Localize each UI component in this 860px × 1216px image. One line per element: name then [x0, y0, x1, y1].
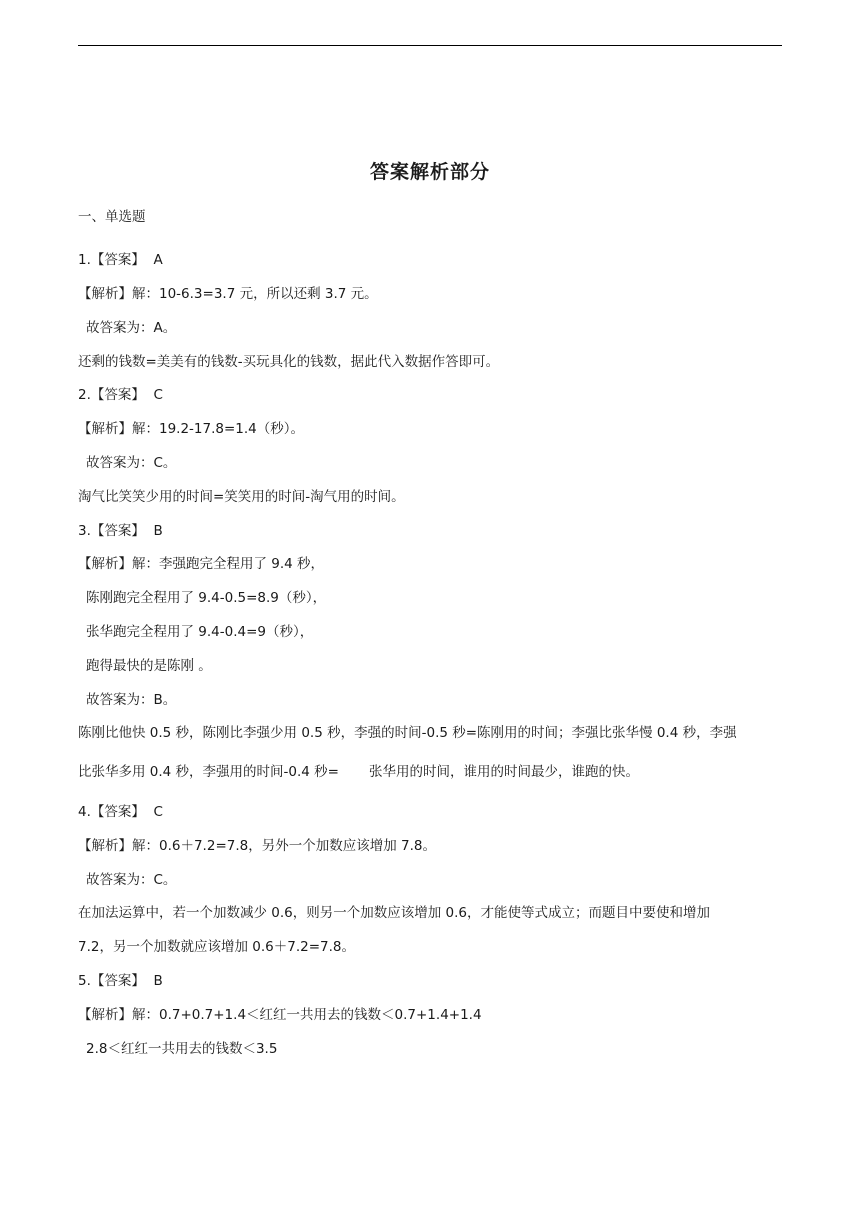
- note-3-line-1: 陈刚比他快 0.5 秒，陈刚比李强少用 0.5 秒，李强的时间-0.5 秒=陈刚用的时间；李强比张华慢 0.4 秒，李强: [78, 725, 737, 741]
- conclusion-1: 故答案为：A。: [86, 320, 177, 336]
- page-title: 答案解析部分: [369, 161, 490, 183]
- analysis-5: 【解析】解：0.7+0.7+1.4＜红红一共用去的钱数＜0.7+1.4+1.4: [78, 1007, 482, 1023]
- header-rule: [78, 45, 782, 46]
- analysis-1: 【解析】解：10-6.3=3.7 元，所以还剩 3.7 元。: [78, 286, 378, 302]
- section-heading: 一、单选题: [78, 209, 146, 225]
- analysis-3-line-2: 陈刚跑完全程用了 9.4-0.5=8.9（秒），: [86, 590, 327, 606]
- answer-1: 1.【答案】 A: [78, 252, 163, 268]
- note-2: 淘气比笑笑少用的时间=笑笑用的时间-淘气用的时间。: [78, 489, 405, 505]
- conclusion-2: 故答案为：C。: [86, 455, 177, 471]
- note-3-line-2: 比张华多用 0.4 秒，李强用的时间-0.4 秒= 张华用的时间，谁用的时间最少，谁跑的快。: [78, 764, 640, 780]
- conclusion-4: 故答案为：C。: [86, 872, 177, 888]
- answer-4: 4.【答案】 C: [78, 804, 163, 820]
- analysis-3-line-4: 跑得最快的是陈刚 。: [86, 658, 212, 674]
- note-1: 还剩的钱数=美美有的钱数-买玩具化的钱数，据此代入数据作答即可。: [78, 354, 500, 370]
- analysis-4: 【解析】解：0.6＋7.2=7.8，另外一个加数应该增加 7.8。: [78, 838, 436, 854]
- conclusion-3: 故答案为：B。: [86, 692, 177, 708]
- analysis-5-line-2: 2.8＜红红一共用去的钱数＜3.5: [86, 1041, 278, 1057]
- answer-2: 2.【答案】 C: [78, 387, 163, 403]
- note-4-line-2: 7.2，另一个加数就应该增加 0.6＋7.2=7.8。: [78, 939, 355, 955]
- answer-5: 5.【答案】 B: [78, 973, 163, 989]
- answer-3: 3.【答案】 B: [78, 523, 163, 539]
- analysis-3: 【解析】解：李强跑完全程用了 9.4 秒，: [78, 556, 325, 572]
- analysis-2: 【解析】解：19.2-17.8=1.4（秒）。: [78, 421, 305, 437]
- analysis-3-line-3: 张华跑完全程用了 9.4-0.4=9（秒），: [86, 624, 314, 640]
- note-4-line-1: 在加法运算中，若一个加数减少 0.6，则另一个加数应该增加 0.6，才能使等式成立；而题目中要使和增加: [78, 905, 711, 921]
